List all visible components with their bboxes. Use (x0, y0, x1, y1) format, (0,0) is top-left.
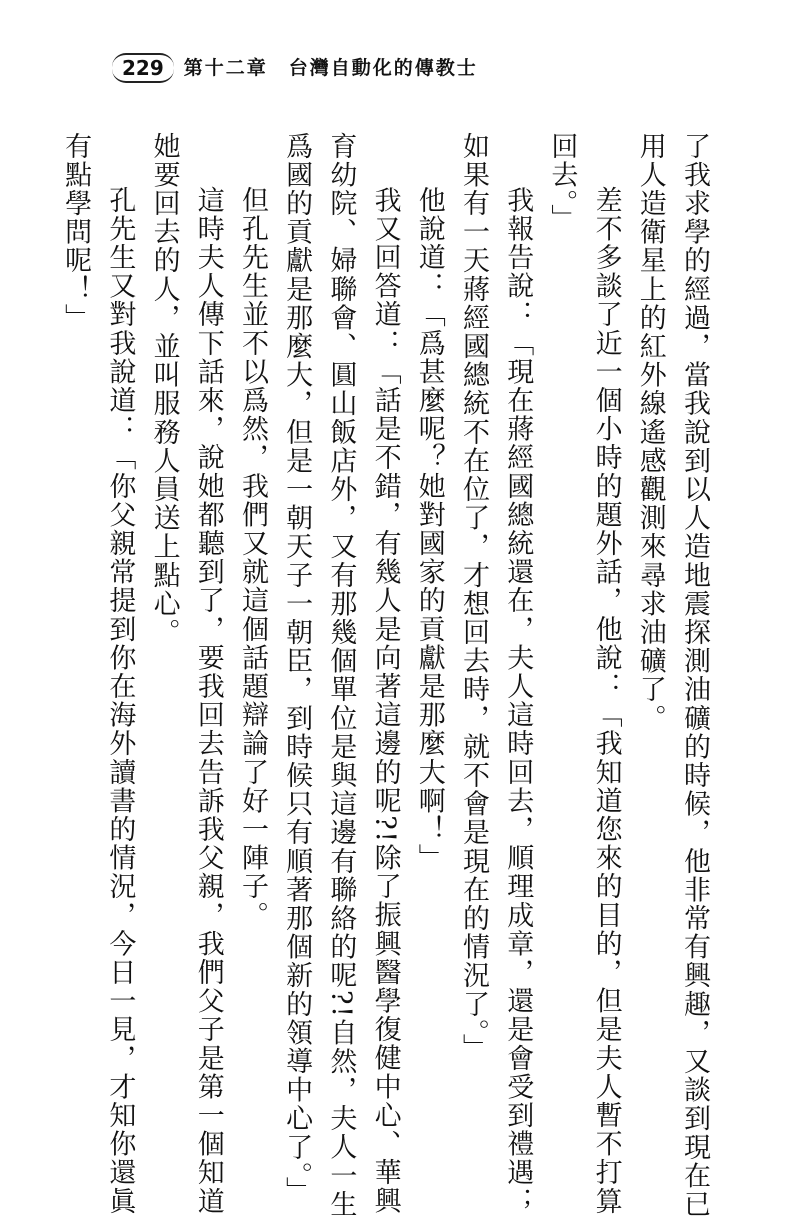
text-line: 爲國的貢獻是那麼大，但是一朝天子一朝臣，到時候只有順著那個新的領導中心了。」 (281, 132, 313, 1206)
chapter-title: 第十二章 台灣自動化的傳教士 (183, 57, 478, 79)
text-line: 回去。」 (546, 132, 578, 233)
text-line: 她要回去的人，並叫服務人員送上點心。 (148, 132, 180, 647)
page-number: 229 (112, 53, 174, 83)
text-line: 用人造衛星上的紅外線遙感觀測來尋求油礦了。 (634, 132, 666, 733)
running-header (112, 50, 478, 86)
text-line: 他說道：「爲甚麼呢？她對國家的貢獻是那麼大啊！」 (413, 186, 445, 873)
text-line: 了我求學的經過，當我說到以人造地震探測油礦的時候，他非常有興趣，又談到現在已 (679, 132, 710, 1219)
text-line: 孔先生又對我說道：「你父親常提到你在海外讀書的情況，今日一見，才知你還眞 (104, 186, 136, 1216)
text-line: 我又回答道：「話是不錯，有幾人是向著這邊的呢?!除了振興醫學復健中心、華興 (369, 186, 401, 1216)
body-text (60, 132, 716, 1219)
text-line: 育幼院、婦聯會、圓山飯店外，又有那幾個單位是與這邊有聯絡的呢?!自然，夫人一生 (325, 132, 357, 1219)
text-line: 差不多談了近一個小時的題外話，他說：「我知道您來的目的，但是夫人暫不打算 (590, 186, 622, 1216)
text-line: 如果有一天蔣經國總統不在位了，才想回去時，就不會是現在的情況了。」 (457, 132, 489, 1063)
text-line: 我報告說：「現在蔣經國總統還在，夫人這時回去，順理成章，還是會受到禮遇； (502, 186, 534, 1216)
text-line: 這時夫人傳下話來，說她都聽到了，要我回去告訴我父親，我們父子是第一個知道 (192, 186, 224, 1216)
text-line: 但孔先生並不以爲然，我們又就這個話題辯論了好一陣子。 (236, 186, 268, 930)
text-line: 有點學問呢！」 (60, 132, 92, 333)
